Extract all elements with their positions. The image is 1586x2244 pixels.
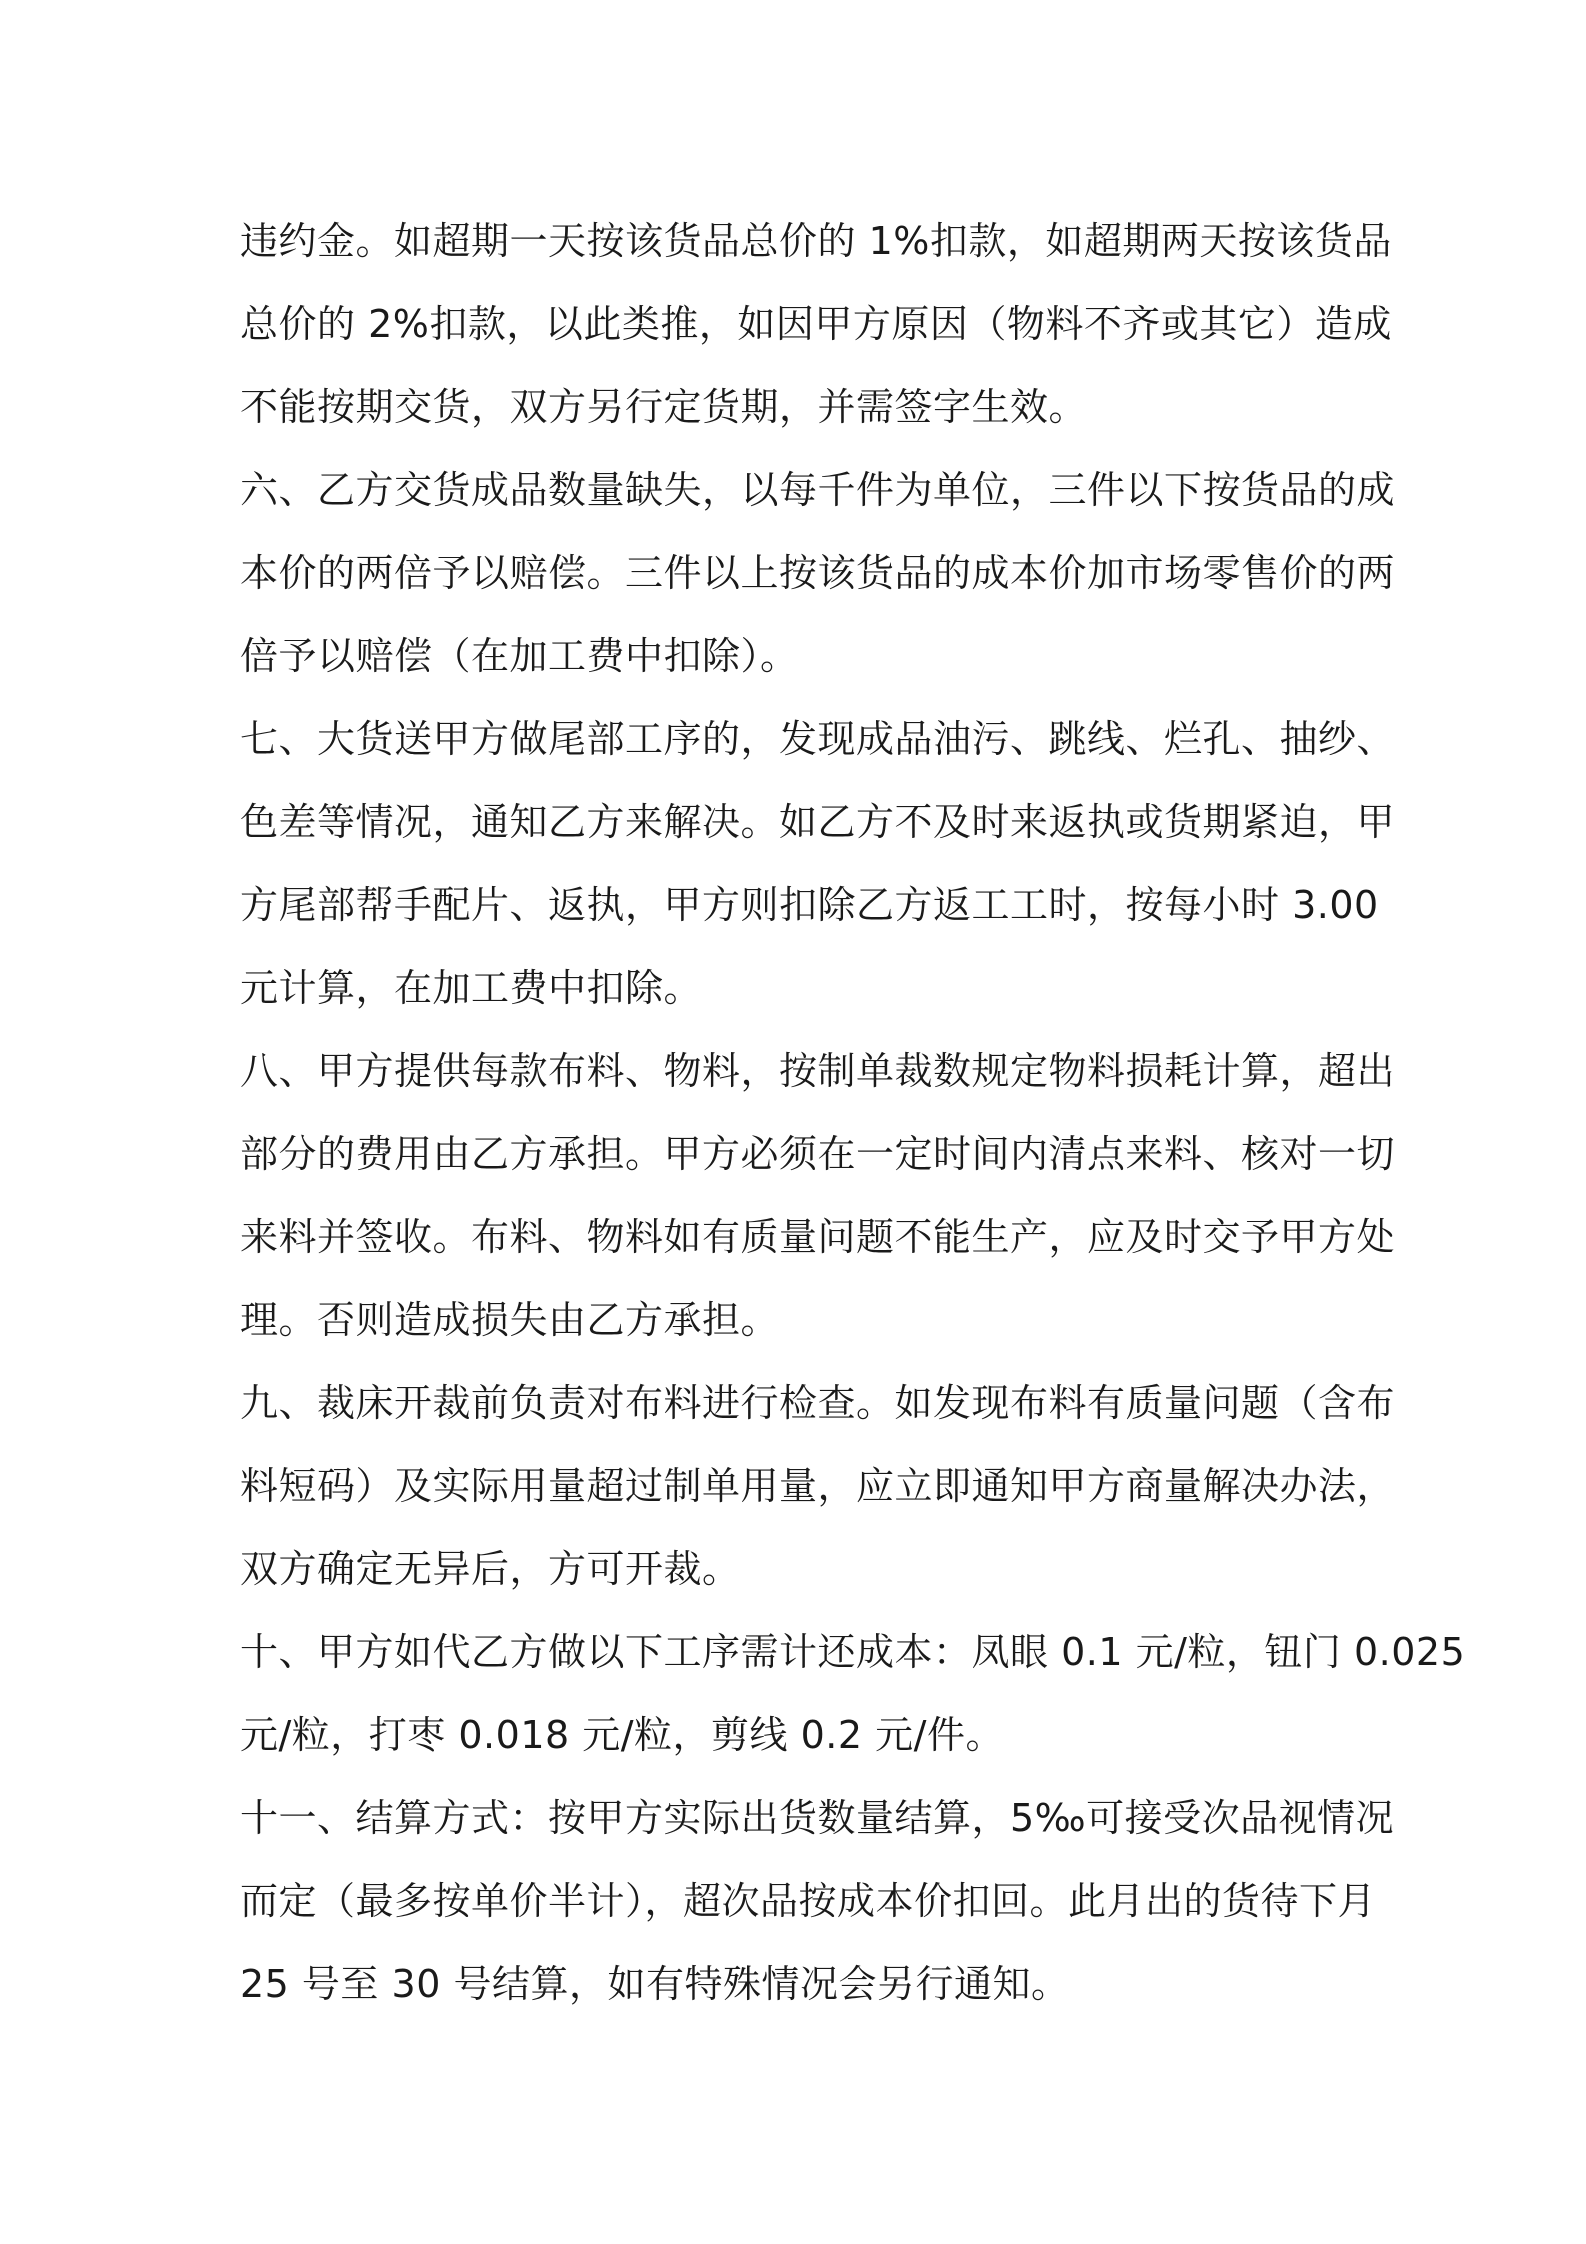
text-line: 双方确定无异后，方可开裁。 (240, 1547, 741, 1591)
text-line: 方尾部帮手配片、返执，甲方则扣除乙方返工工时，按每小时 3.00 (240, 883, 1379, 927)
text-line: 部分的费用由乙方承担。甲方必须在一定时间内清点来料、核对一切 (240, 1132, 1396, 1176)
text-line: 不能按期交货，双方另行定货期，并需签字生效。 (240, 385, 1088, 429)
clause-6-line: 六、乙方交货成品数量缺失，以每千件为单位，三件以下按货品的成 (240, 468, 1396, 512)
text-line: 色差等情况，通知乙方来解决。如乙方不及时来返执或货期紧迫，甲 (240, 800, 1396, 844)
text-line: 理。否则造成损失由乙方承担。 (240, 1298, 780, 1342)
clause-9-line: 九、裁床开裁前负责对布料进行检查。如发现布料有质量问题（含布 (240, 1381, 1396, 1425)
text-line: 违约金。如超期一天按该货品总价的 1%扣款，如超期两天按该货品 (240, 219, 1392, 263)
text-line: 元/粒，打枣 0.018 元/粒，剪线 0.2 元/件。 (240, 1713, 1004, 1757)
clause-7-line: 七、大货送甲方做尾部工序的，发现成品油污、跳线、烂孔、抽纱、 (240, 717, 1396, 761)
text-line: 料短码）及实际用量超过制单用量，应立即通知甲方商量解决办法， (240, 1464, 1396, 1508)
clause-11-line: 十一、结算方式：按甲方实际出货数量结算，5‰可接受次品视情况 (240, 1796, 1395, 1840)
text-line: 来料并签收。布料、物料如有质量问题不能生产，应及时交予甲方处 (240, 1215, 1396, 1259)
text-line: 本价的两倍予以赔偿。三件以上按该货品的成本价加市场零售价的两 (240, 551, 1396, 595)
text-line: 25 号至 30 号结算，如有特殊情况会另行通知。 (240, 1962, 1070, 2006)
contract-text (240, 200, 1466, 2026)
text-line: 总价的 2%扣款，以此类推，如因甲方原因（物料不齐或其它）造成 (240, 302, 1392, 346)
text-line: 而定（最多按单价半计），超次品按成本价扣回。此月出的货待下月 (240, 1879, 1377, 1923)
clause-8-line: 八、甲方提供每款布料、物料，按制单裁数规定物料损耗计算，超出 (240, 1049, 1396, 1093)
text-line: 倍予以赔偿（在加工费中扣除）。 (240, 634, 799, 678)
clause-10-line: 十、甲方如代乙方做以下工序需计还成本：凤眼 0.1 元/粒，钮门 0.025 (240, 1630, 1466, 1674)
text-line: 元计算，在加工费中扣除。 (240, 966, 703, 1010)
